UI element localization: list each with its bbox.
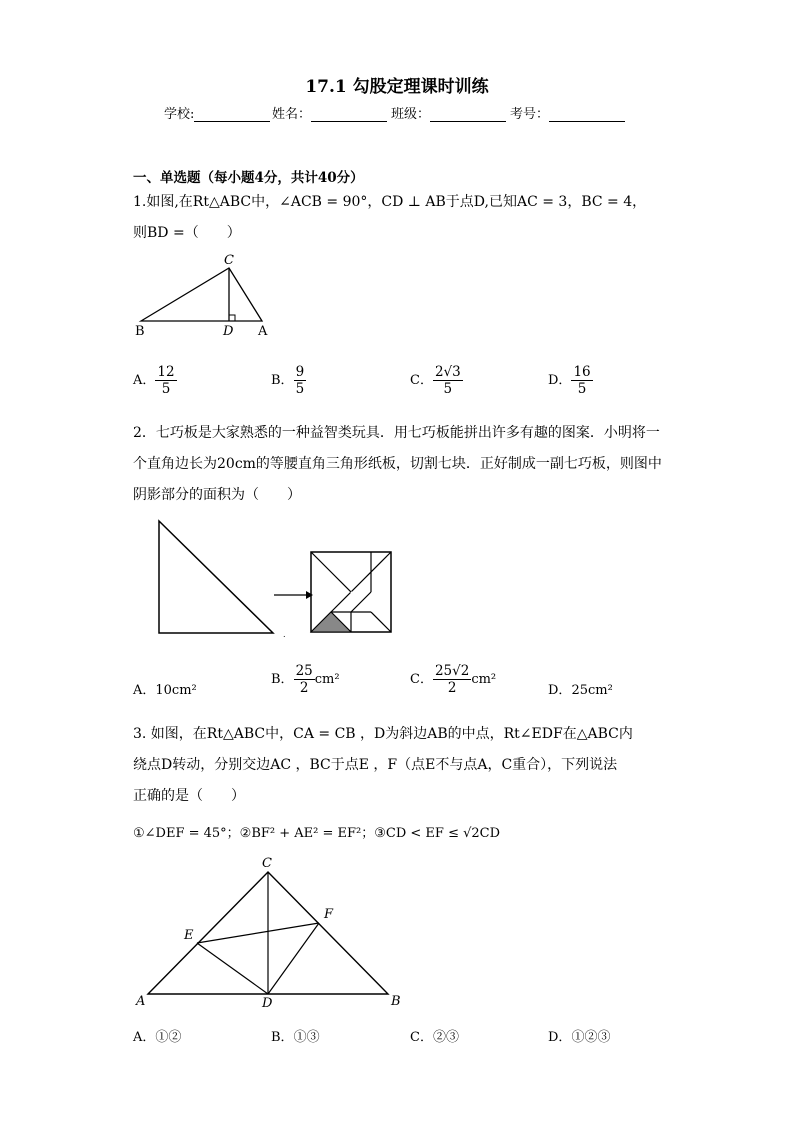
option-text: ①③	[293, 1030, 320, 1045]
option-label: B．	[271, 1030, 294, 1045]
q1-triangle	[141, 268, 262, 321]
dot-mark: .	[283, 630, 286, 639]
de-line	[197, 943, 268, 994]
option-label: A．	[133, 1030, 156, 1045]
arrow-head-icon	[306, 591, 313, 599]
q3-label-a: A	[136, 994, 146, 1009]
frac-num: 9	[295, 364, 305, 380]
q2-option-d[interactable]	[548, 679, 613, 698]
q1-option-c[interactable]	[410, 364, 463, 397]
q3-option-c[interactable]	[410, 1026, 459, 1045]
frac-num: 25√2	[434, 663, 470, 679]
q1-label-c: C	[224, 253, 234, 268]
name-blank[interactable]	[311, 108, 387, 122]
option-text: ②③	[432, 1030, 459, 1045]
option-label: A．	[133, 683, 156, 698]
q3-line2: 绕点D转动，分别交边AC ，BC于点E ，F（点E不与点A，C重合），下列说法	[133, 757, 618, 773]
q3-label-d: D	[262, 996, 273, 1011]
q1-option-d[interactable]	[548, 364, 593, 397]
q1-option-b[interactable]	[271, 364, 306, 397]
school-blank[interactable]	[194, 108, 270, 122]
q3-statements: ①∠DEF = 45°；②BF² + AE² = EF²；③CD < EF ≤ √2CD	[133, 826, 501, 841]
name-label: 姓名：	[272, 107, 312, 122]
frac-den: 5	[161, 381, 171, 398]
q2-option-a[interactable]	[133, 679, 197, 698]
class-field	[391, 103, 506, 122]
q3-label-f: F	[324, 907, 334, 922]
school-field	[164, 103, 270, 122]
option-label: B．	[271, 672, 294, 688]
page-title: 17.1 勾股定理课时训练	[305, 77, 489, 97]
school-label: 学校:	[164, 107, 195, 122]
df-line	[268, 923, 319, 994]
option-label: C．	[410, 373, 433, 389]
q1-figure	[130, 248, 290, 343]
q3-option-a[interactable]	[133, 1026, 181, 1045]
q2-line1: 2．七巧板是大家熟悉的一种益智类玩具．用七巧板能拼出许多有趣的图案．小明将一	[133, 425, 660, 441]
frac-den: 5	[443, 381, 453, 398]
option-label: B．	[271, 373, 294, 389]
q3-label-c: C	[262, 856, 272, 871]
option-text: ①②③	[571, 1030, 611, 1045]
q3-line3: 正确的是（ ）	[133, 788, 245, 804]
q3-label-b: B	[391, 994, 401, 1009]
q1-line1: 1.如图,在Rt△ABC中，∠ACB = 90°，CD ⊥ AB于点D,已知AC = 3，BC = 4，	[133, 194, 647, 210]
option-unit: cm²	[314, 672, 340, 688]
option-text: 10cm²	[155, 683, 197, 698]
q1-label-d: D	[223, 324, 234, 339]
option-label: D．	[548, 683, 572, 698]
option-text: 25cm²	[571, 683, 613, 698]
q3-label-e: E	[184, 928, 194, 943]
q3-option-b[interactable]	[271, 1026, 320, 1045]
number-field	[510, 103, 625, 122]
frac-den: 5	[295, 381, 305, 398]
q1-option-a[interactable]	[133, 364, 177, 397]
q2-line3: 阴影部分的面积为（ ）	[133, 487, 301, 503]
frac-den: 2	[299, 680, 309, 697]
option-label: A．	[133, 373, 156, 389]
frac-num: 12	[157, 364, 175, 380]
option-label: C．	[410, 1030, 433, 1045]
frac-num: 16	[573, 364, 591, 380]
option-label: D．	[548, 1030, 572, 1045]
q2-option-b[interactable]	[271, 663, 340, 696]
q2-figure	[150, 515, 400, 640]
frac-den: 5	[577, 381, 587, 398]
class-label: 班级：	[391, 107, 431, 122]
q1-line2: 则BD =（ ）	[133, 225, 241, 241]
option-label: D．	[548, 373, 572, 389]
number-blank[interactable]	[549, 108, 625, 122]
shaded-triangle	[311, 612, 351, 632]
option-text: ①②	[155, 1030, 182, 1045]
class-blank[interactable]	[430, 108, 506, 122]
number-label: 考号：	[510, 107, 550, 122]
q2-big-triangle	[159, 521, 273, 633]
section-heading: 一、单选题（每小题4分，共计40分）	[133, 170, 364, 186]
option-unit: cm²	[471, 672, 497, 688]
q1-label-b: B	[135, 324, 145, 339]
q3-option-d[interactable]	[548, 1026, 610, 1045]
frac-num: 25	[295, 663, 313, 679]
q3-line1: 3. 如图，在Rt△ABC中，CA = CB ，D为斜边AB的中点，Rt∠EDF在△ABC内	[133, 726, 633, 742]
right-angle-mark	[229, 315, 235, 321]
q3-figure	[130, 852, 410, 1012]
q2-line2: 个直角边长为20cm的等腰直角三角形纸板，切割七块．正好制成一副七巧板，则图中	[133, 456, 662, 472]
q2-option-c[interactable]	[410, 663, 496, 696]
option-label: C．	[410, 672, 433, 688]
frac-den: 2	[447, 680, 457, 697]
frac-num: 2√3	[434, 364, 461, 380]
name-field	[272, 103, 387, 122]
q1-label-a: A	[258, 324, 268, 339]
